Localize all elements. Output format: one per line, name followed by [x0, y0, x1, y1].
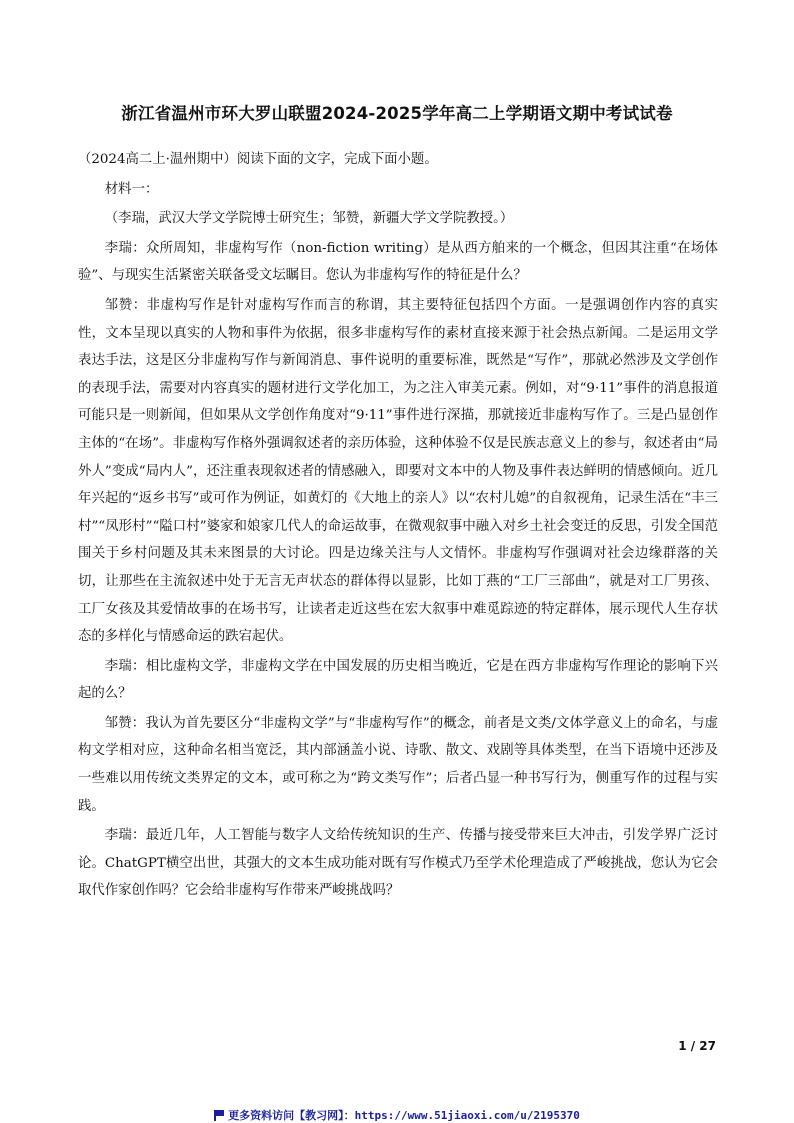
- footer-link[interactable]: [0, 1107, 794, 1123]
- paragraph: 李瑞：相比虚构文学，非虚构文学在中国发展的历史相当晚近，它是在西方非虚构写作理论的影响下兴起的么？: [78, 658, 718, 702]
- paragraph: 邹赞：非虚构写作是针对虚构写作而言的称谓，其主要特征包括四个方面。一是强调创作内容的真实性，文本呈现以真实的人物和事件为依据，很多非虚构写作的素材直接来源于社会热点新闻。二是运用文学表达手法，这是区分非虚构写作与新闻消息、事件说明的重要标准，既然是“写作”，那就必然涉及文学创作的表现手法，需要对内容真实的题材进行文学化加工，为之注入审美元素。例如，对“9·11”事件的消息报道可能只是一则新闻，但如果从文学创作角度对“9·11”事件进行深描，那就接近非虚构写作了。三是凸显创作主体的“在场”。非虚构写作格外强调叙述者的亲历体验，这种体验不仅是民族志意义上的参与，叙述者由“局外人”变成“局内人”，还注重表现叙述者的情感融入，即要对文本中的人物及事件表达鲜明的情感倾向。近几年兴起的“返乡书写”或可作为例证，如黄灯的《大地上的亲人》以“农村儿媳”的自叙视角，记录生活在“丰三村”“凤形村”“隘口村”婆家和娘家几代人的命运故事，在微观叙事中融入对乡土社会变迁的反思，引发全国范围关于乡村问题及其未来图景的大讨论。四是边缘关注与人文情怀。非虚构写作强调对社会边缘群落的关切，让那些在主流叙述中处于无言无声状态的群体得以显影，比如丁燕的“工厂三部曲”，就是对工厂男孩、工厂女孩及其爱情故事的在场书写，让读者走近这些在宏大叙事中难觅踪迹的特定群体，展示现代人生存状态的多样化与情感命运的跌宕起伏。: [78, 297, 718, 645]
- question-intro: （2024高二上·温州期中）阅读下面的文字，完成下面小题。: [78, 152, 438, 167]
- page-title: 浙江省温州市环大罗山联盟2024-2025学年高二上学期语文期中考试试卷: [121, 104, 673, 123]
- paragraph: 李瑞：最近几年，人工智能与数字人文给传统知识的生产、传播与接受带来巨大冲击，引发学界广泛讨论。ChatGPT横空出世，其强大的文本生成功能对既有写作模式乃至学术伦理造成了严峻挑战，您认为它会取代作家创作吗？它会给非虚构写作带来严峻挑战吗？: [78, 828, 718, 899]
- speaker-note: （李瑞，武汉大学文学院博士研究生；邹赞，新疆大学文学院教授。）: [104, 211, 514, 227]
- footer-text[interactable]: 更多资料访问【教习网】：https://www.51jiaoxi.com/u/2195370: [228, 1109, 580, 1122]
- page-number: 1 / 27: [678, 1039, 716, 1053]
- paragraph: 邹赞：我认为首先要区分“非虚构文学”与“非虚构写作”的概念，前者是文类/文体学意义上的命名，与虚构文学相对应，这种命名相当宽泛，其内部涵盖小说、诗歌、散文、戏剧等具体类型，在当下语境中还涉及一些难以用传统文类界定的文本，或可称之为“跨文类写作”；后者凸显一种书写行为，侧重写作的过程与实践。: [78, 715, 718, 814]
- paragraph: 李瑞：众所周知，非虚构写作（non-fiction writing）是从西方舶来的一个概念，但因其注重“在场体验”、与现实生活紧密关联备受文坛瞩目。您认为非虚构写作的特征是什么？: [78, 240, 718, 284]
- article-body: [78, 146, 718, 907]
- flag-icon: [214, 1110, 224, 1120]
- material-label: 材料一：: [104, 181, 159, 197]
